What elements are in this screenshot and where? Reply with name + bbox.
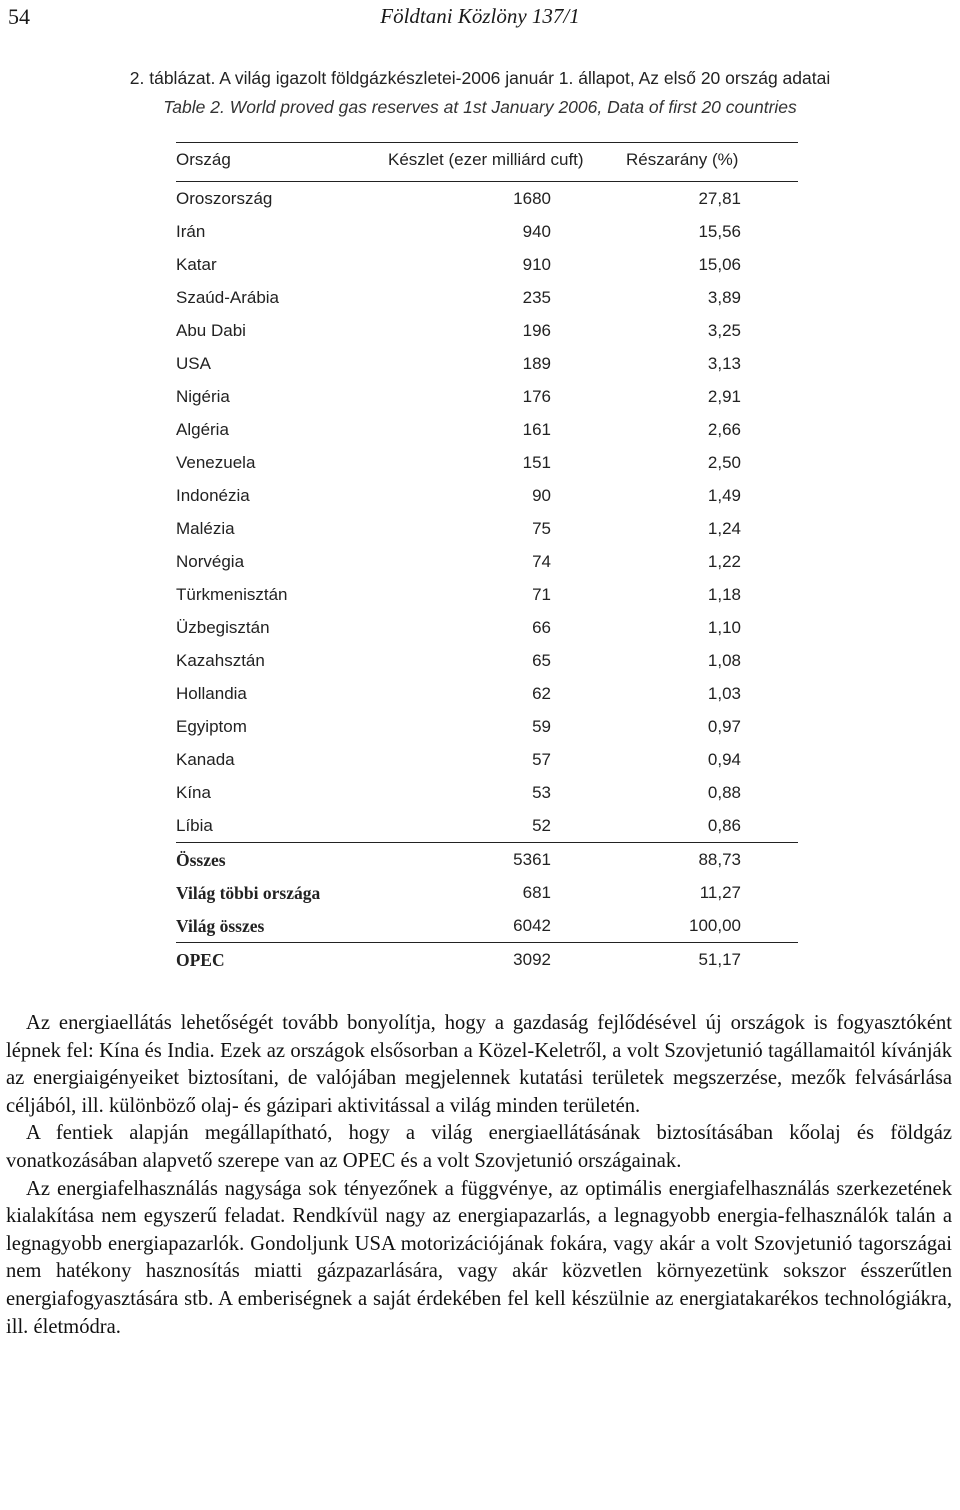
cell-country: Líbia [176,816,213,835]
cell-share: 2,50 [707,453,741,472]
cell-country: Venezuela [176,453,256,472]
table-row [176,380,798,413]
table-row [176,909,798,942]
column-header-reserves: Készlet (ezer milliárd cuft) [388,150,584,169]
cell-share: 0,97 [707,717,741,736]
cell-reserves: 59 [532,717,551,736]
table-row-opec [176,943,798,976]
cell-country: USA [176,354,211,373]
cell-reserves: 6042 [513,916,551,935]
table-row [176,876,798,909]
cell-reserves: 66 [532,618,551,637]
cell-country: Algéria [176,420,229,439]
table-row [176,545,798,578]
cell-country: Világ összes [176,916,265,936]
table-caption-english: Table 2. World proved gas reserves at 1st January 2006, Data of first 20 countries [163,97,797,117]
cell-country: Világ többi országa [176,883,321,903]
cell-country: Üzbegisztán [176,618,270,637]
table-row [176,347,798,380]
body-text [6,1010,952,1341]
cell-country: Türkmenisztán [176,585,288,604]
cell-reserves: 176 [522,387,551,406]
column-header-country: Ország [176,150,231,169]
summary-rows [176,843,798,942]
cell-country: Kína [176,783,211,802]
table-row [176,644,798,677]
cell-reserves: 3092 [513,950,551,969]
cell-share: 88,73 [698,850,741,869]
table-row [176,710,798,743]
table-row [176,743,798,776]
cell-share: 0,86 [707,816,741,835]
cell-reserves: 940 [522,222,551,241]
page-number: 54 [8,4,30,29]
table-row [176,677,798,710]
paragraph: Az energiafelhasználás nagysága sok tényezőnek a függvénye, az optimális energiafelhasználás szerkezetének kialakítása nem egyszerű feladat. Rendkívül nagy az energiapazarlás, a legnagyobb energia-felhasználók talán a legnagyobb energiapazarlók. Gondoljunk USA motorizációjának fokára, vagy akár a volt Szovjetunió tagországai nem hatékony hasznosítás miatti gázpazarlására, vagy akár közvetlen környezetünk sokszor ésszerűtlen energiafogyasztására stb. A emberiségnek a saját érdekében fel kell készülnie az energiatakarékos technológiákra, ill. életmódra. [6,1177,952,1338]
cell-country: Norvégia [176,552,245,571]
cell-reserves: 52 [532,816,551,835]
cell-reserves: 75 [532,519,551,538]
cell-reserves: 161 [522,420,551,439]
table-row [176,843,798,876]
cell-reserves: 5361 [513,850,551,869]
country-rows [176,182,798,842]
cell-reserves: 65 [532,651,551,670]
paragraph: A fentiek alapján megállapítható, hogy a világ energiaellátásának biztosításában kőolaj és földgáz vonatkozásában alapvető szerepe van az OPEC és a volt Szovjetunió országainak. [6,1122,952,1172]
cell-reserves: 151 [522,453,551,472]
cell-country: Irán [176,222,206,241]
table-row [176,776,798,809]
cell-country: Kanada [176,750,235,769]
cell-share: 0,88 [707,783,741,802]
cell-share: 1,24 [707,519,741,538]
table-row [176,446,798,479]
cell-share: 1,08 [707,651,741,670]
cell-reserves: 189 [522,354,551,373]
cell-country: Hollandia [176,684,247,703]
table-row [176,182,798,215]
table-row [176,578,798,611]
cell-country: Egyiptom [176,717,247,736]
cell-country: OPEC [176,950,225,970]
running-title: Földtani Közlöny 137/1 [380,4,580,28]
table-row [176,809,798,842]
cell-share: 3,25 [707,321,741,340]
cell-share: 51,17 [698,950,741,969]
cell-country: Oroszország [176,189,273,208]
cell-country: Nigéria [176,387,230,406]
cell-reserves: 53 [532,783,551,802]
cell-share: 100,00 [689,916,741,935]
cell-share: 1,03 [707,684,741,703]
table-row [176,314,798,347]
table-row [176,413,798,446]
page-header [8,4,952,28]
table-row [176,512,798,545]
column-header-share: Részarány (%) [626,150,739,169]
table-row [176,611,798,644]
gas-reserves-table [176,142,798,976]
table-row [176,248,798,281]
cell-share: 3,89 [707,288,741,307]
cell-reserves: 1680 [513,189,551,208]
cell-reserves: 74 [532,552,551,571]
cell-share: 2,66 [707,420,741,439]
cell-reserves: 196 [522,321,551,340]
cell-reserves: 71 [532,585,551,604]
cell-reserves: 910 [522,255,551,274]
table-caption-hungarian: 2. táblázat. A világ igazolt földgázkészletei-2006 január 1. állapot, Az első 20 ország adatai [129,68,831,88]
table-row [176,215,798,248]
cell-share: 1,49 [707,486,741,505]
cell-share: 1,10 [707,618,741,637]
cell-reserves: 235 [522,288,551,307]
table-row [176,479,798,512]
cell-share: 1,22 [707,552,741,571]
cell-share: 11,27 [699,883,741,902]
cell-share: 1,18 [707,585,741,604]
cell-share: 0,94 [707,750,741,769]
cell-country: Kazahsztán [176,651,265,670]
cell-country: Szaúd-Arábia [176,288,280,307]
cell-share: 15,06 [698,255,741,274]
cell-reserves: 57 [532,750,551,769]
cell-country: Malézia [176,519,235,538]
table-row [176,281,798,314]
cell-reserves: 90 [532,486,551,505]
cell-share: 2,91 [707,387,741,406]
cell-country: Indonézia [176,486,250,505]
cell-country: Abu Dabi [176,321,246,340]
cell-share: 27,81 [698,189,741,208]
cell-reserves: 62 [532,684,551,703]
cell-share: 3,13 [707,354,741,373]
cell-country: Katar [176,255,217,274]
table-header-row [176,143,798,181]
paragraph: Az energiaellátás lehetőségét tovább bonyolítja, hogy a gazdaság fejlődésével új országok is fogyasztóként lépnek fel: Kína és India. Ezek az országok elsősorban a Közel-Keletről, a volt Szovjetunió tagállamaitól kívánják az energiaigényeiket biztosítani, de valójában megjelennek kutatási területek megszerzése, mezők felvásárlása céljából, ill. különböző olaj- és gázipari aktivitással a világ minden területén. [6,1012,952,1117]
cell-share: 15,56 [698,222,741,241]
cell-reserves: 681 [522,883,551,902]
cell-country: Összes [176,850,226,870]
